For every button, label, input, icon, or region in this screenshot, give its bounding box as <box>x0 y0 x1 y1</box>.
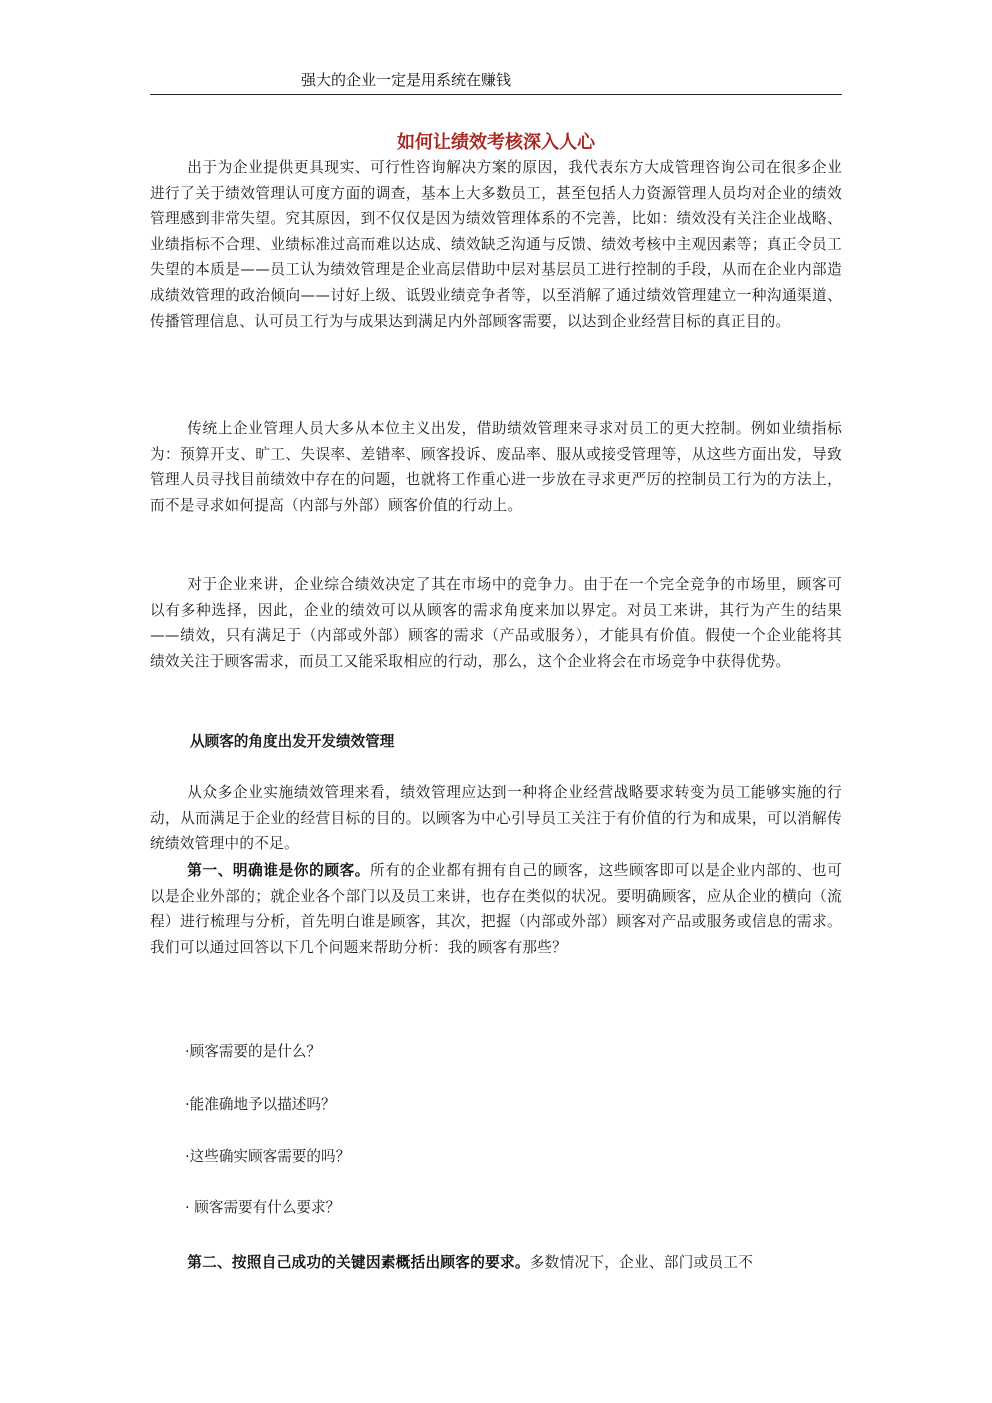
running-header: 强大的企业一定是用系统在赚钱 <box>301 71 512 89</box>
bullet-item: ·这些确实顾客需要的吗？ <box>185 1148 351 1165</box>
bullet-item: ·能准确地予以描述吗？ <box>185 1096 336 1113</box>
paragraph-competitiveness: 对于企业来讲，企业综合绩效决定了其在市场中的竞争力。由于在一个完全竞争的市场里，顾客可以有多种选择，因此，企业的绩效可以从顾客的需求角度来加以界定。对员工来讲，其行为产生的结果——绩效，只有满足于（内部或外部）顾客的需求（产品或服务），才能具有价值。假使一个企业能将其绩效关注于顾客需求，而员工又能采取相应的行动，那么，这个企业将会在市场竞争中获得优势。 <box>150 576 842 670</box>
paragraph-point-one <box>150 858 842 960</box>
paragraph-customer-focus: 从众多企业实施绩效管理来看，绩效管理应达到一种将企业经营战略要求转变为员工能够实施的行动，从而满足于企业的经营目标的目的。以顾客为中心引导员工关注于有价值的行为和成果，可以消解传统绩效管理中的不足。 <box>150 784 842 853</box>
bullet-item: · 顾客需要有什么要求？ <box>185 1199 341 1216</box>
document-title: 如何让绩效考核深入人心 <box>397 132 595 153</box>
paragraph-intro: 出于为企业提供更具现实、可行性咨询解决方案的原因，我代表东方大成管理咨询公司在很多企业进行了关于绩效管理认可度方面的调查，基本上大多数员工，甚至包括人力资源管理人员均对企业的绩效管理感到非常失望。究其原因，到不仅仅是因为绩效管理体系的不完善，比如：绩效没有关注企业战略、业绩指标不合理、业绩标准过高而难以达成、绩效缺乏沟通与反馈、绩效考核中主观因素等；真正令员工失望的本质是——员工认为绩效管理是企业高层借助中层对基层员工进行控制的手段，从而在企业内部造成绩效管理的政治倾向——讨好上级、诋毁业绩竞争者等，以至消解了通过绩效管理建立一种沟通渠道、传播管理信息、认可员工行为与成果达到满足内外部顾客需要，以达到企业经营目标的真正目的。 <box>150 159 842 330</box>
point-one-lead: 第一、明确谁是你的顾客。 <box>187 862 371 879</box>
bullet-item: ·顾客需要的是什么？ <box>185 1043 321 1060</box>
section-heading: 从顾客的角度出发开发绩效管理 <box>190 733 395 750</box>
paragraph-point-two <box>150 1250 842 1276</box>
point-two-body: 多数情况下，企业、部门或员工不 <box>529 1254 754 1271</box>
point-one-body: 所有的企业都有拥有自己的顾客，这些顾客即可以是企业内部的、也可以是企业外部的；就企业各个部门以及员工来讲，也存在类似的状况。要明确顾客，应从企业的横向（流程）进行梳理与分析，首先明白谁是顾客，其次，把握（内部或外部）顾客对产品或服务或信息的需求。我们可以通过回答以下几个问题来帮助分析：我的顾客有那些？ <box>150 862 842 956</box>
paragraph-traditional-control: 传统上企业管理人员大多从本位主义出发，借助绩效管理来寻求对员工的更大控制。例如业绩指标为：预算开支、旷工、失误率、差错率、顾客投诉、废品率、服从或接受管理等，从这些方面出发，导致管理人员寻找目前绩效中存在的问题，也就将工作重心进一步放在寻求更严厉的控制员工行为的方法上，而不是寻求如何提高（内部与外部）顾客价值的行动上。 <box>150 420 842 514</box>
header-divider <box>150 94 842 95</box>
point-two-lead: 第二、按照自己成功的关键因素概括出顾客的要求。 <box>187 1254 530 1271</box>
